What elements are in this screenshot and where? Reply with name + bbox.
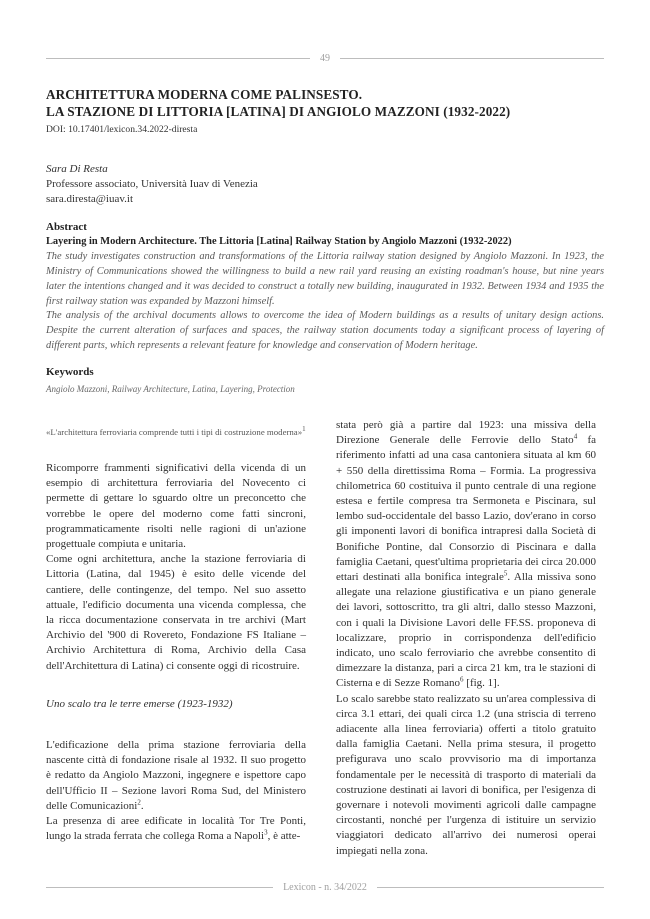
body-column-right: [336, 418, 596, 859]
keywords-block: [46, 365, 604, 396]
paragraph-text: stata però già a partire dal 1923: una missiva della Direzione Generale delle Ferrovie dello Stato: [336, 419, 596, 447]
header-rule: [46, 53, 604, 64]
author-block: [46, 162, 604, 207]
header-line-right: [340, 58, 604, 59]
page-number: 49: [320, 53, 330, 64]
paragraph: [46, 814, 306, 844]
author-affiliation: Professore associato, Università Iuav di Venezia: [46, 178, 258, 190]
paragraph-text: fa riferimento infatti ad una casa cantoniera situata al km 60 + 550 della direttissima Roma – Formia. La progressiva chilometrica 60 costituiva il punto centrale di una regione estesa e fertile compresa tra Sermoneta e Piscinara, sul lembo sud-occidentale del basso Lazio, dov'erano in corso gli imponenti lavori di bonifica intrapresi dalla Società di Bonifiche Pontine, dal Consorzio di Piscinara e dalla famiglia Caetani, quest'ultima proprietaria dei circa 20.000 ettari destinati alla bonifica integrale: [336, 434, 597, 584]
footnote-ref: 5: [503, 569, 508, 578]
header-line-left: [46, 58, 310, 59]
abstract-paragraph-2: The analysis of the archival documents allows to overcome the idea of Modern buildings as a results of unitary design actions. Despite the current alteration of surfaces and spaces, the railway station documents today a significant process of layering of different parts, which represents a relevant feature for knowledge and conservation of Modern heritage.: [46, 310, 604, 352]
paragraph-text: La presenza di aree edificate in località Tor Tre Ponti, lungo la strada ferrata che collega Roma a Napoli: [46, 815, 306, 843]
footer-line-right: [377, 887, 604, 888]
article-title: [46, 86, 604, 120]
abstract-paragraph-1: The study investigates construction and transformations of the Littoria railway station designed by Angiolo Mazzoni. In 1923, the Ministry of Communications showed the willingness to build a new rail yard reusing an existing roadman's house, but nine years later the intentions changed and it was decided to construct a totally new building, inaugurated in 1932. Between 1934 and 1935 the first railway station was expanded by Mazzoni himself.: [46, 250, 604, 307]
paragraph: L'edificazione della prima stazione ferroviaria della nascente città di fondazione risale al 1932. Il suo progetto è redatto da Angiolo Mazzoni, ingegnere e ispettore capo dell'Ufficio II – Sezione lavori Roma Sud, del Ministero delle Comunicazioni$^2$.: [46, 739, 306, 812]
abstract-heading: Abstract: [46, 221, 87, 233]
keywords-heading: Keywords: [46, 366, 94, 378]
footnote-ref: 3: [264, 828, 268, 837]
title-line-1: ARCHITETTURA MODERNA COME PALINSESTO.: [46, 87, 363, 102]
paragraph: [336, 418, 596, 692]
title-line-2: LA STAZIONE DI LITTORIA [LATINA] DI ANGIOLO MAZZONI (1932-2022): [46, 104, 511, 119]
paragraph: Come ogni architettura, anche la stazione ferroviaria di Littoria (Latina, dal 1945) è esito delle vicende del cantiere, delle contingenze, del tempo. Nel suo assetto attuale, l'edificio documenta una vicenda complessa, che la ricca documentazione conservata in tre archivi (Mart Archivio del '900 di Rovereto, Fondazione FS Italiane – Archivio Architettura di Roma, Archivio della Casa dell'Architettura di Latina) ci consente oggi di ricostruire.: [46, 553, 306, 672]
doi: DOI: 10.17401/lexicon.34.2022-diresta: [46, 124, 198, 135]
paragraph: Lo scalo sarebbe stato realizzato su un'area complessiva di circa 3.1 ettari, dei quali circa 1.2 (una striscia di terreno adiacente alla linea ferroviaria) offerti a titolo gratuito dalla famiglia Caetani. Nella prima stesura, il progetto prefigurava uno scalo provvisorio ma di importanza fondamentale per le necessità di trasporto di materiali da costruzione destinati ai lavori di bonifica, per l'esigenza di governare i notevoli movimenti agricoli dalle campagne circostanti, nonché per l'urgenza di istituire un servizio viaggiatori dedicato all'arrivo dei numerosi operai impiegati nella zona.: [336, 692, 596, 857]
paragraph-text: [fig. 1].: [463, 677, 500, 690]
author-email[interactable]: sara.diresta@iuav.it: [46, 193, 133, 205]
footnote-ref: 4: [573, 432, 578, 441]
footnote-ref: 1: [302, 425, 306, 434]
paragraph: Ricomporre frammenti significativi della vicenda di un esempio di architettura ferroviaria del Novecento ci permette di gettare lo sguardo oltre un preconcetto che vorrebbe le opere del moderno come fatti sincroni, programmaticamente risolti nelle ragioni di un'azione progettuale compiuta e unitaria.: [46, 462, 306, 551]
author-name: Sara Di Resta: [46, 163, 108, 175]
epigraph: [46, 426, 306, 439]
body-column-left: [46, 426, 306, 844]
footer-line-left: [46, 887, 273, 888]
paragraph-text: . Alla missiva sono allegate una relazione giustificativa e un piano generale dei lavori, sottoscritto, tra gli altri, dallo stesso Mazzoni, con i quali la Divisione Lavori delle FF.SS. proponeva di localizzare, proprio in corrispondenza dell'edificio indicato, uno scalo ferroviario che avrebbe consentito di dimezzare la distanza, pari a circa 21 km, tra le stazioni di Cisterna e di Sezze Romano: [336, 571, 596, 690]
section-heading: Uno scalo tra le terre emerse (1923-1932): [46, 697, 233, 710]
footer-rule: [46, 882, 604, 893]
abstract-block: [46, 220, 604, 354]
journal-footer: Lexicon - n. 34/2022: [283, 882, 367, 893]
footnote-ref: 2: [137, 798, 141, 807]
footnote-ref: 6: [460, 675, 464, 684]
epigraph-text: «L'architettura ferroviaria comprende tutti i tipi di costruzione moderna»: [46, 427, 303, 437]
paragraph-text: L'edificazione della prima stazione ferroviaria della nascente città di fondazione risale al 1932. Il suo progetto è redatto da Angiolo Mazzoni, ingegnere e ispettore capo dell'Ufficio II – Sezione lavori Roma Sud, del Ministero delle Comunicazioni: [46, 739, 306, 812]
abstract-subtitle: Layering in Modern Architecture. The Littoria [Latina] Railway Station by Angiolo Mazzoni (1932-2022): [46, 235, 512, 247]
paragraph-text: , è atte-: [267, 830, 301, 843]
keywords-list: Angiolo Mazzoni, Railway Architecture, Latina, Layering, Protection: [46, 384, 295, 394]
